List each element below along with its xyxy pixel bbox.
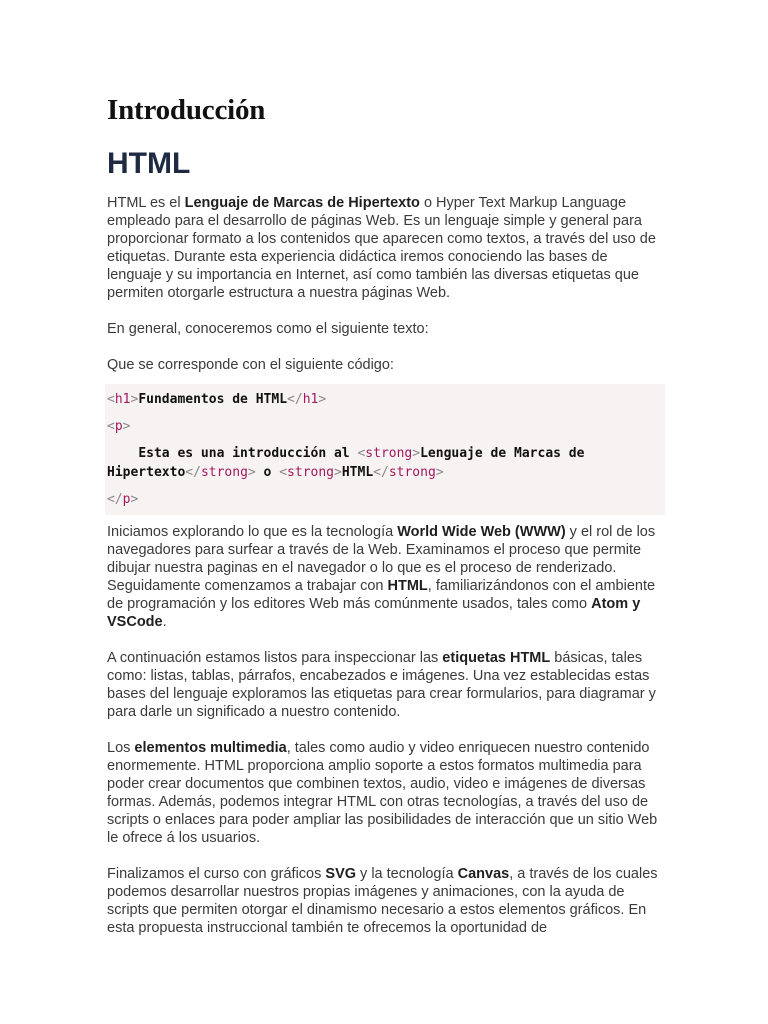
code-tag-name: p	[114, 419, 123, 434]
code-angle-bracket: >	[122, 419, 131, 434]
code-tag-name: strong	[365, 446, 413, 461]
bold-text: Lenguaje de Marcas de Hipertexto	[184, 195, 420, 211]
paragraph-text-example: En general, conoceremos como el siguiente texto:	[107, 321, 429, 337]
text-run: y el rol de los navegadores para surfear a través de la Web. Examinamos el proceso que permite dibujar nuestra paginas en el navegador o lo que es el proceso de renderizado. Seguidamente comenzamos a trabajar con	[107, 524, 656, 594]
code-text: Fundamentos de HTML	[138, 392, 288, 407]
code-angle-bracket: >	[130, 492, 139, 507]
code-angle-bracket: >	[435, 465, 444, 480]
code-angle-bracket: >	[334, 465, 342, 480]
code-angle-bracket: >	[412, 446, 421, 461]
text-run: Los	[107, 740, 135, 756]
bold-text: Atom y VSCode	[107, 596, 641, 630]
code-tag-name: strong	[287, 465, 335, 480]
code-angle-bracket: </	[373, 465, 389, 480]
text-run: HTML es el	[107, 195, 185, 211]
paragraph-multimedia	[107, 739, 663, 847]
text-run: básicas, tales como: listas, tablas, párrafos, encabezados e imágenes. Una vez establecidas estas bases del lenguaje exploramos las etiquetas para crear formularios, para diagramar y para darle un significado a nuestro contenido.	[107, 650, 656, 720]
text-run: o Hyper Text Markup Language empleado para el desarrollo de páginas Web. Es un lenguaje simple y general para proporcionar formato a los contenidos que aparecen como textos, a través del uso de etiquetas. Durante esta experiencia didáctica iremos conociendo las bases de lenguaje y su importancia en Internet, así como también las diversas etiquetas que permiten otorgarle estructura a nuestra páginas Web.	[107, 195, 656, 301]
code-tag-name: h1	[114, 392, 131, 407]
text-run: A continuación estamos listos para inspeccionar las	[107, 650, 443, 666]
bold-text: HTML	[387, 578, 428, 594]
code-tag-name: h1	[302, 392, 319, 407]
document-title: Introducción	[107, 94, 266, 126]
code-text: Esta es una introducción al	[107, 446, 358, 461]
bold-text: elementos multimedia	[134, 740, 287, 756]
code-angle-bracket: <	[107, 392, 115, 407]
text-run: , tales como audio y video enriquecen nuestro contenido enormemente. HTML proporciona amplio soporte a estos formatos multimedia para poder crear documentos que combinen textos, audio, video e imágenes de diversas formas. Además, podemos integrar HTML con otras tecnologías, a través del uso de scripts o enlaces para poder ampliar las posibilidades de interacción que un sitio Web le ofrece á los usuarios.	[107, 740, 658, 846]
code-block	[105, 384, 665, 515]
bold-text: Canvas	[457, 866, 510, 882]
code-tag-name: strong	[388, 465, 436, 480]
bold-text: etiquetas HTML	[442, 650, 551, 666]
code-line	[107, 486, 663, 513]
paragraph-html-tags	[107, 649, 663, 721]
code-text: Lenguaje de Marcas de Hipertexto	[107, 446, 593, 480]
paragraph-svg-canvas	[107, 865, 663, 937]
code-angle-bracket: >	[247, 465, 256, 480]
text-run: Iniciamos explorando lo que es la tecnología	[107, 524, 398, 540]
code-angle-bracket: >	[130, 392, 139, 407]
document-page	[107, 90, 663, 955]
paragraph-www	[107, 523, 663, 631]
code-angle-bracket: </	[107, 492, 123, 507]
code-line	[107, 386, 663, 413]
code-angle-bracket: </	[185, 465, 201, 480]
code-tag-name: strong	[200, 465, 248, 480]
paragraph-code-intro: Que se corresponde con el siguiente código:	[107, 357, 394, 373]
code-angle-bracket: <	[107, 419, 115, 434]
text-run: y la tecnología	[356, 866, 458, 882]
text-run: Finalizamos el curso con gráficos	[107, 866, 326, 882]
code-tag-name: p	[122, 492, 131, 507]
code-angle-bracket: <	[357, 446, 366, 461]
code-angle-bracket: </	[287, 392, 303, 407]
code-text: HTML	[341, 465, 374, 480]
text-run: , a través de los cuales podemos desarrollar nuestros propias imágenes y animaciones, con la ayuda de scripts que permiten otorgar el dinamismo necesario a estos elementos gráficos. En esta propuesta instruccional también te ofrecemos la oportunidad de	[107, 866, 658, 936]
text-run: , familiarizándonos con el ambiente de programación y los editores Web más comúnmente usados, tales como	[107, 578, 656, 612]
bold-text: World Wide Web (WWW)	[397, 524, 566, 540]
code-angle-bracket: >	[318, 392, 327, 407]
code-line	[107, 413, 663, 440]
code-line	[107, 440, 663, 486]
code-angle-bracket: <	[279, 465, 288, 480]
section-title: HTML	[107, 147, 191, 180]
text-run: .	[162, 614, 167, 630]
code-text: o	[255, 465, 280, 480]
paragraph-intro	[107, 194, 663, 302]
bold-text: SVG	[325, 866, 357, 882]
